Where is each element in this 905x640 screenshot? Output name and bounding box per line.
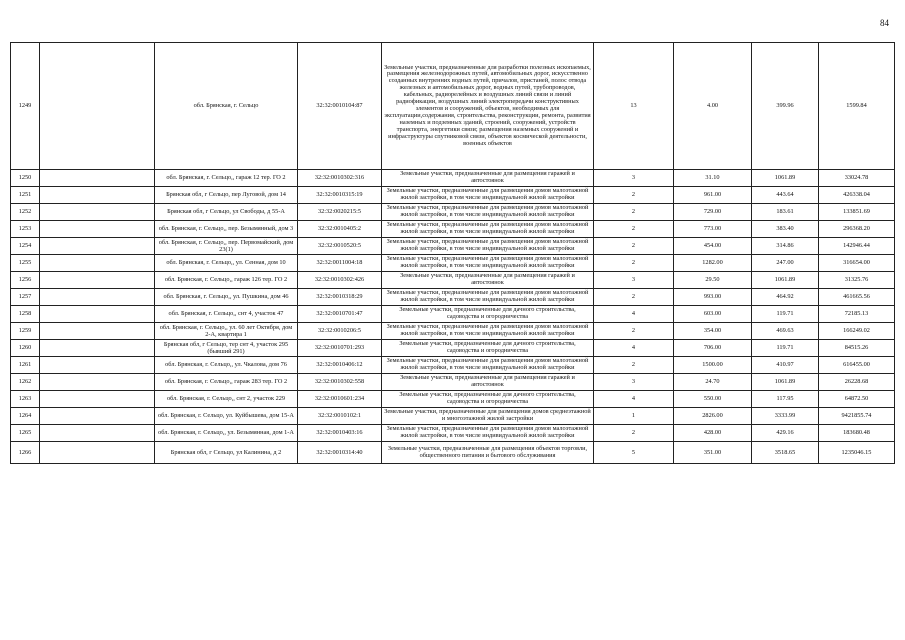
address-cell: обл. Брянская, г. Сельцо,, ул. Сенная, дом 10 xyxy=(155,255,298,272)
cadastral-number-cell: 32:32:0010520:5 xyxy=(298,238,382,255)
land-use-cell: Земельные участки, предназначенные для размещения домов малоэтажной жилой застройки, в том числе индивидуальной жилой застройки xyxy=(382,323,594,340)
land-use-cell: Земельные участки, предназначенные для дачного строительства, садоводства и огородничества xyxy=(382,306,594,323)
land-use-cell: Земельные участки, предназначенные для размещения домов малоэтажной жилой застройки, в том числе индивидуальной жилой застройки xyxy=(382,221,594,238)
land-use-cell: Земельные участки, предназначенные для размещения домов малоэтажной жилой застройки, в том числе индивидуальной жилой застройки xyxy=(382,289,594,306)
group-cell: 2 xyxy=(594,255,674,272)
address-cell: обл. Брянская, г. Сельцо,, пер. Первомайский, дом 23(1) xyxy=(155,238,298,255)
land-use-cell: Земельные участки, предназначенные для дачного строительства, садоводства и огородничества xyxy=(382,391,594,408)
land-use-cell: Земельные участки, предназначенные для размещения домов малоэтажной жилой застройки, в том числе индивидуальной жилой застройки xyxy=(382,425,594,442)
cadastral-value-cell: 461665.56 xyxy=(819,289,895,306)
cadastral-number-cell: 32:32:0010701:47 xyxy=(298,306,382,323)
table-row xyxy=(11,170,895,187)
table-row xyxy=(11,221,895,238)
address-cell: обл. Брянская, г. Сельцо,, ул. Пушкина, дом 46 xyxy=(155,289,298,306)
address-cell: Брянская обл, г Сельцо, ул Калинина, д 2 xyxy=(155,442,298,464)
specific-value-cell: 117.95 xyxy=(752,391,819,408)
specific-value-cell: 429.16 xyxy=(752,425,819,442)
cadastral-value-cell: 133851.69 xyxy=(819,204,895,221)
group-cell: 2 xyxy=(594,323,674,340)
table-row xyxy=(11,272,895,289)
table-row xyxy=(11,187,895,204)
area-cell: 706.00 xyxy=(674,340,752,357)
cadastral-number-cell: 32:32:0010601:234 xyxy=(298,391,382,408)
empty-cell xyxy=(40,323,155,340)
address-cell: обл. Брянская, г. Сельцо,, снт 2, участок 229 xyxy=(155,391,298,408)
empty-cell xyxy=(40,221,155,238)
cadastral-number-cell: 32:32:0010302:558 xyxy=(298,374,382,391)
empty-cell xyxy=(40,255,155,272)
address-cell: обл. Брянская, г. Сельцо,, ул. 60 лет Октября, дом 2-А, квартира 1 xyxy=(155,323,298,340)
address-cell: обл. Брянская, г. Сельцо,, ул. Безымянная, дом 1-А xyxy=(155,425,298,442)
cadastral-value-cell: 616455.00 xyxy=(819,357,895,374)
group-cell: 2 xyxy=(594,204,674,221)
group-cell: 2 xyxy=(594,221,674,238)
row-number-cell: 1266 xyxy=(11,442,40,464)
table-row xyxy=(11,408,895,425)
address-cell: обл. Брянская, г. Сельцо,, гараж 283 тер. ГО 2 xyxy=(155,374,298,391)
specific-value-cell: 443.64 xyxy=(752,187,819,204)
address-cell: Брянская обл, г Сельцо, пер Луговой, дом 14 xyxy=(155,187,298,204)
table-row xyxy=(11,43,895,170)
group-cell: 4 xyxy=(594,391,674,408)
address-cell: обл. Брянская, г. Сельцо,, пер. Безымянный, дом 3 xyxy=(155,221,298,238)
row-number-cell: 1262 xyxy=(11,374,40,391)
table-row xyxy=(11,391,895,408)
row-number-cell: 1264 xyxy=(11,408,40,425)
area-cell: 2826.00 xyxy=(674,408,752,425)
cadastral-value-cell: 1599.84 xyxy=(819,43,895,170)
cadastral-value-cell: 183680.48 xyxy=(819,425,895,442)
cadastral-value-cell: 84515.26 xyxy=(819,340,895,357)
cadastral-value-cell: 142946.44 xyxy=(819,238,895,255)
land-use-cell: Земельные участки, предназначенные для размещения домов малоэтажной жилой застройки, в том числе индивидуальной жилой застройки xyxy=(382,255,594,272)
cadastral-value-cell: 64872.50 xyxy=(819,391,895,408)
row-number-cell: 1260 xyxy=(11,340,40,357)
cadastral-number-cell: 32:32:0010701:293 xyxy=(298,340,382,357)
row-number-cell: 1259 xyxy=(11,323,40,340)
cadastral-number-cell: 32:32:0020215:5 xyxy=(298,204,382,221)
group-cell: 3 xyxy=(594,170,674,187)
area-cell: 729.00 xyxy=(674,204,752,221)
address-cell: обл. Брянская, г. Сельцо xyxy=(155,43,298,170)
land-use-cell: Земельные участки, предназначенные для размещения гаражей и автостоянок xyxy=(382,272,594,289)
land-use-cell: Земельные участки, предназначенные для размещения домов малоэтажной жилой застройки, в том числе индивидуальной жилой застройки xyxy=(382,238,594,255)
empty-cell xyxy=(40,408,155,425)
row-number-cell: 1256 xyxy=(11,272,40,289)
table-row xyxy=(11,340,895,357)
specific-value-cell: 183.61 xyxy=(752,204,819,221)
cadastral-number-cell: 32:32:0010405:2 xyxy=(298,221,382,238)
group-cell: 2 xyxy=(594,425,674,442)
row-number-cell: 1255 xyxy=(11,255,40,272)
group-cell: 3 xyxy=(594,272,674,289)
empty-cell xyxy=(40,187,155,204)
land-use-cell: Земельные участки, предназначенные для разработки полезных ископаемых, размещения железнодорожных путей, автомобильных дорог, искусственно созданных внутренних водных путей, причалов, пристаней, полос отвода железных и автомобильных дорог, водных путей, трубопроводов, кабельных, радиорелейных и воздушных линий связи и линий радиофикации, воздушных линий электропередачи конструктивных элементов и сооружений, объектов, необходимых для эксплуатации,содержания, строительства, реконструкции, ремонта, развития наземных и подземных зданий, строений, сооружений, устройств транспорта, энергетики связи; размещения наземных сооружений и инфраструктуры спутниковой связи, объектов космической деятельности, военных объектов xyxy=(382,43,594,170)
cadastral-value-cell: 166249.02 xyxy=(819,323,895,340)
cadastral-value-cell: 316654.00 xyxy=(819,255,895,272)
empty-cell xyxy=(40,43,155,170)
address-cell: обл. Брянская, г. Сельцо,, снт 4, участок 47 xyxy=(155,306,298,323)
specific-value-cell: 3333.99 xyxy=(752,408,819,425)
cadastral-value-cell: 426338.04 xyxy=(819,187,895,204)
area-cell: 454.00 xyxy=(674,238,752,255)
specific-value-cell: 314.86 xyxy=(752,238,819,255)
area-cell: 428.00 xyxy=(674,425,752,442)
table-row xyxy=(11,204,895,221)
specific-value-cell: 469.63 xyxy=(752,323,819,340)
area-cell: 993.00 xyxy=(674,289,752,306)
group-cell: 2 xyxy=(594,238,674,255)
row-number-cell: 1251 xyxy=(11,187,40,204)
specific-value-cell: 119.71 xyxy=(752,306,819,323)
table-row xyxy=(11,323,895,340)
specific-value-cell: 1061.89 xyxy=(752,272,819,289)
area-cell: 1500.00 xyxy=(674,357,752,374)
cadastral-number-cell: 32:32:0010406:12 xyxy=(298,357,382,374)
area-cell: 354.00 xyxy=(674,323,752,340)
row-number-cell: 1249 xyxy=(11,43,40,170)
empty-cell xyxy=(40,357,155,374)
group-cell: 5 xyxy=(594,442,674,464)
address-cell: Брянская обл, г Сельцо, тер снт 4, участок 295 (бывший 291) xyxy=(155,340,298,357)
table-row xyxy=(11,306,895,323)
land-use-cell: Земельные участки, предназначенные для размещения объектов торговли, общественного питания и бытового обслуживания xyxy=(382,442,594,464)
land-use-cell: Земельные участки, предназначенные для размещения домов малоэтажной жилой застройки, в том числе индивидуальной жилой застройки xyxy=(382,204,594,221)
address-cell: обл. Брянская, г. Сельцо,, гараж 12 тер. ГО 2 xyxy=(155,170,298,187)
area-cell: 24.70 xyxy=(674,374,752,391)
row-number-cell: 1257 xyxy=(11,289,40,306)
row-number-cell: 1254 xyxy=(11,238,40,255)
specific-value-cell: 119.71 xyxy=(752,340,819,357)
group-cell: 2 xyxy=(594,289,674,306)
table-row xyxy=(11,238,895,255)
cadastral-value-cell: 72185.13 xyxy=(819,306,895,323)
cadastral-value-cell: 296368.20 xyxy=(819,221,895,238)
empty-cell xyxy=(40,289,155,306)
table-body xyxy=(11,43,895,464)
area-cell: 961.00 xyxy=(674,187,752,204)
empty-cell xyxy=(40,391,155,408)
area-cell: 1282.00 xyxy=(674,255,752,272)
row-number-cell: 1258 xyxy=(11,306,40,323)
specific-value-cell: 399.96 xyxy=(752,43,819,170)
empty-cell xyxy=(40,442,155,464)
land-use-cell: Земельные участки, предназначенные для размещения гаражей и автостоянок xyxy=(382,374,594,391)
table-row xyxy=(11,374,895,391)
area-cell: 31.10 xyxy=(674,170,752,187)
group-cell: 4 xyxy=(594,340,674,357)
area-cell: 29.50 xyxy=(674,272,752,289)
empty-cell xyxy=(40,374,155,391)
land-use-cell: Земельные участки, предназначенные для размещения гаражей и автостоянок xyxy=(382,170,594,187)
table-row xyxy=(11,442,895,464)
land-use-cell: Земельные участки, предназначенные для размещения домов малоэтажной жилой застройки, в том числе индивидуальной жилой застройки xyxy=(382,187,594,204)
cadastral-number-cell: 32:32:0011004:18 xyxy=(298,255,382,272)
table-row xyxy=(11,357,895,374)
specific-value-cell: 1061.89 xyxy=(752,374,819,391)
area-cell: 4.00 xyxy=(674,43,752,170)
empty-cell xyxy=(40,340,155,357)
table-row xyxy=(11,425,895,442)
cadastral-number-cell: 32:32:0010315:19 xyxy=(298,187,382,204)
row-number-cell: 1261 xyxy=(11,357,40,374)
cadastral-number-cell: 32:32:0010314:40 xyxy=(298,442,382,464)
group-cell: 2 xyxy=(594,187,674,204)
address-cell: обл. Брянская, г. Сельцо,, ул. Чкалова, дом 76 xyxy=(155,357,298,374)
row-number-cell: 1265 xyxy=(11,425,40,442)
cadastral-value-cell: 26228.68 xyxy=(819,374,895,391)
cadastral-number-cell: 32:32:0010104:87 xyxy=(298,43,382,170)
specific-value-cell: 247.00 xyxy=(752,255,819,272)
cadastral-number-cell: 32:32:0010403:16 xyxy=(298,425,382,442)
cadastral-number-cell: 32:32:0010102:1 xyxy=(298,408,382,425)
area-cell: 351.00 xyxy=(674,442,752,464)
row-number-cell: 1253 xyxy=(11,221,40,238)
row-number-cell: 1250 xyxy=(11,170,40,187)
group-cell: 2 xyxy=(594,357,674,374)
area-cell: 773.00 xyxy=(674,221,752,238)
cadastral-value-cell: 31325.76 xyxy=(819,272,895,289)
cadastral-value-cell: 33024.78 xyxy=(819,170,895,187)
cadastral-number-cell: 32:32:0010318:29 xyxy=(298,289,382,306)
specific-value-cell: 1061.89 xyxy=(752,170,819,187)
cadastral-number-cell: 32:32:0010302:426 xyxy=(298,272,382,289)
address-cell: обл. Брянская, г. Сельцо,, гараж 126 тер. ГО 2 xyxy=(155,272,298,289)
specific-value-cell: 3518.65 xyxy=(752,442,819,464)
address-cell: Брянская обл, г Сельцо, ул Свободы, д 55-А xyxy=(155,204,298,221)
specific-value-cell: 383.40 xyxy=(752,221,819,238)
empty-cell xyxy=(40,170,155,187)
group-cell: 13 xyxy=(594,43,674,170)
cadastral-value-cell: 9421855.74 xyxy=(819,408,895,425)
area-cell: 603.00 xyxy=(674,306,752,323)
land-use-cell: Земельные участки, предназначенные для размещения домов малоэтажной жилой застройки, в том числе индивидуальной жилой застройки xyxy=(382,357,594,374)
land-use-cell: Земельные участки, предназначенные для размещения домов среднеэтажной и многоэтажной жилой застройки xyxy=(382,408,594,425)
address-cell: обл. Брянская, г. Сельцо, ул. Куйбышева, дом 15-А xyxy=(155,408,298,425)
cadastral-value-cell: 1235046.15 xyxy=(819,442,895,464)
empty-cell xyxy=(40,425,155,442)
group-cell: 4 xyxy=(594,306,674,323)
empty-cell xyxy=(40,204,155,221)
land-use-cell: Земельные участки, предназначенные для дачного строительства, садоводства и огородничества xyxy=(382,340,594,357)
group-cell: 1 xyxy=(594,408,674,425)
group-cell: 3 xyxy=(594,374,674,391)
table-row xyxy=(11,289,895,306)
empty-cell xyxy=(40,238,155,255)
row-number-cell: 1263 xyxy=(11,391,40,408)
cadastral-number-cell: 32:32:0010302:316 xyxy=(298,170,382,187)
specific-value-cell: 464.92 xyxy=(752,289,819,306)
specific-value-cell: 410.97 xyxy=(752,357,819,374)
empty-cell xyxy=(40,306,155,323)
empty-cell xyxy=(40,272,155,289)
cadastral-number-cell: 32:32:0010206:5 xyxy=(298,323,382,340)
cadastral-value-table xyxy=(10,42,895,464)
row-number-cell: 1252 xyxy=(11,204,40,221)
area-cell: 550.00 xyxy=(674,391,752,408)
table-row xyxy=(11,255,895,272)
page-number: 84 xyxy=(880,18,889,28)
